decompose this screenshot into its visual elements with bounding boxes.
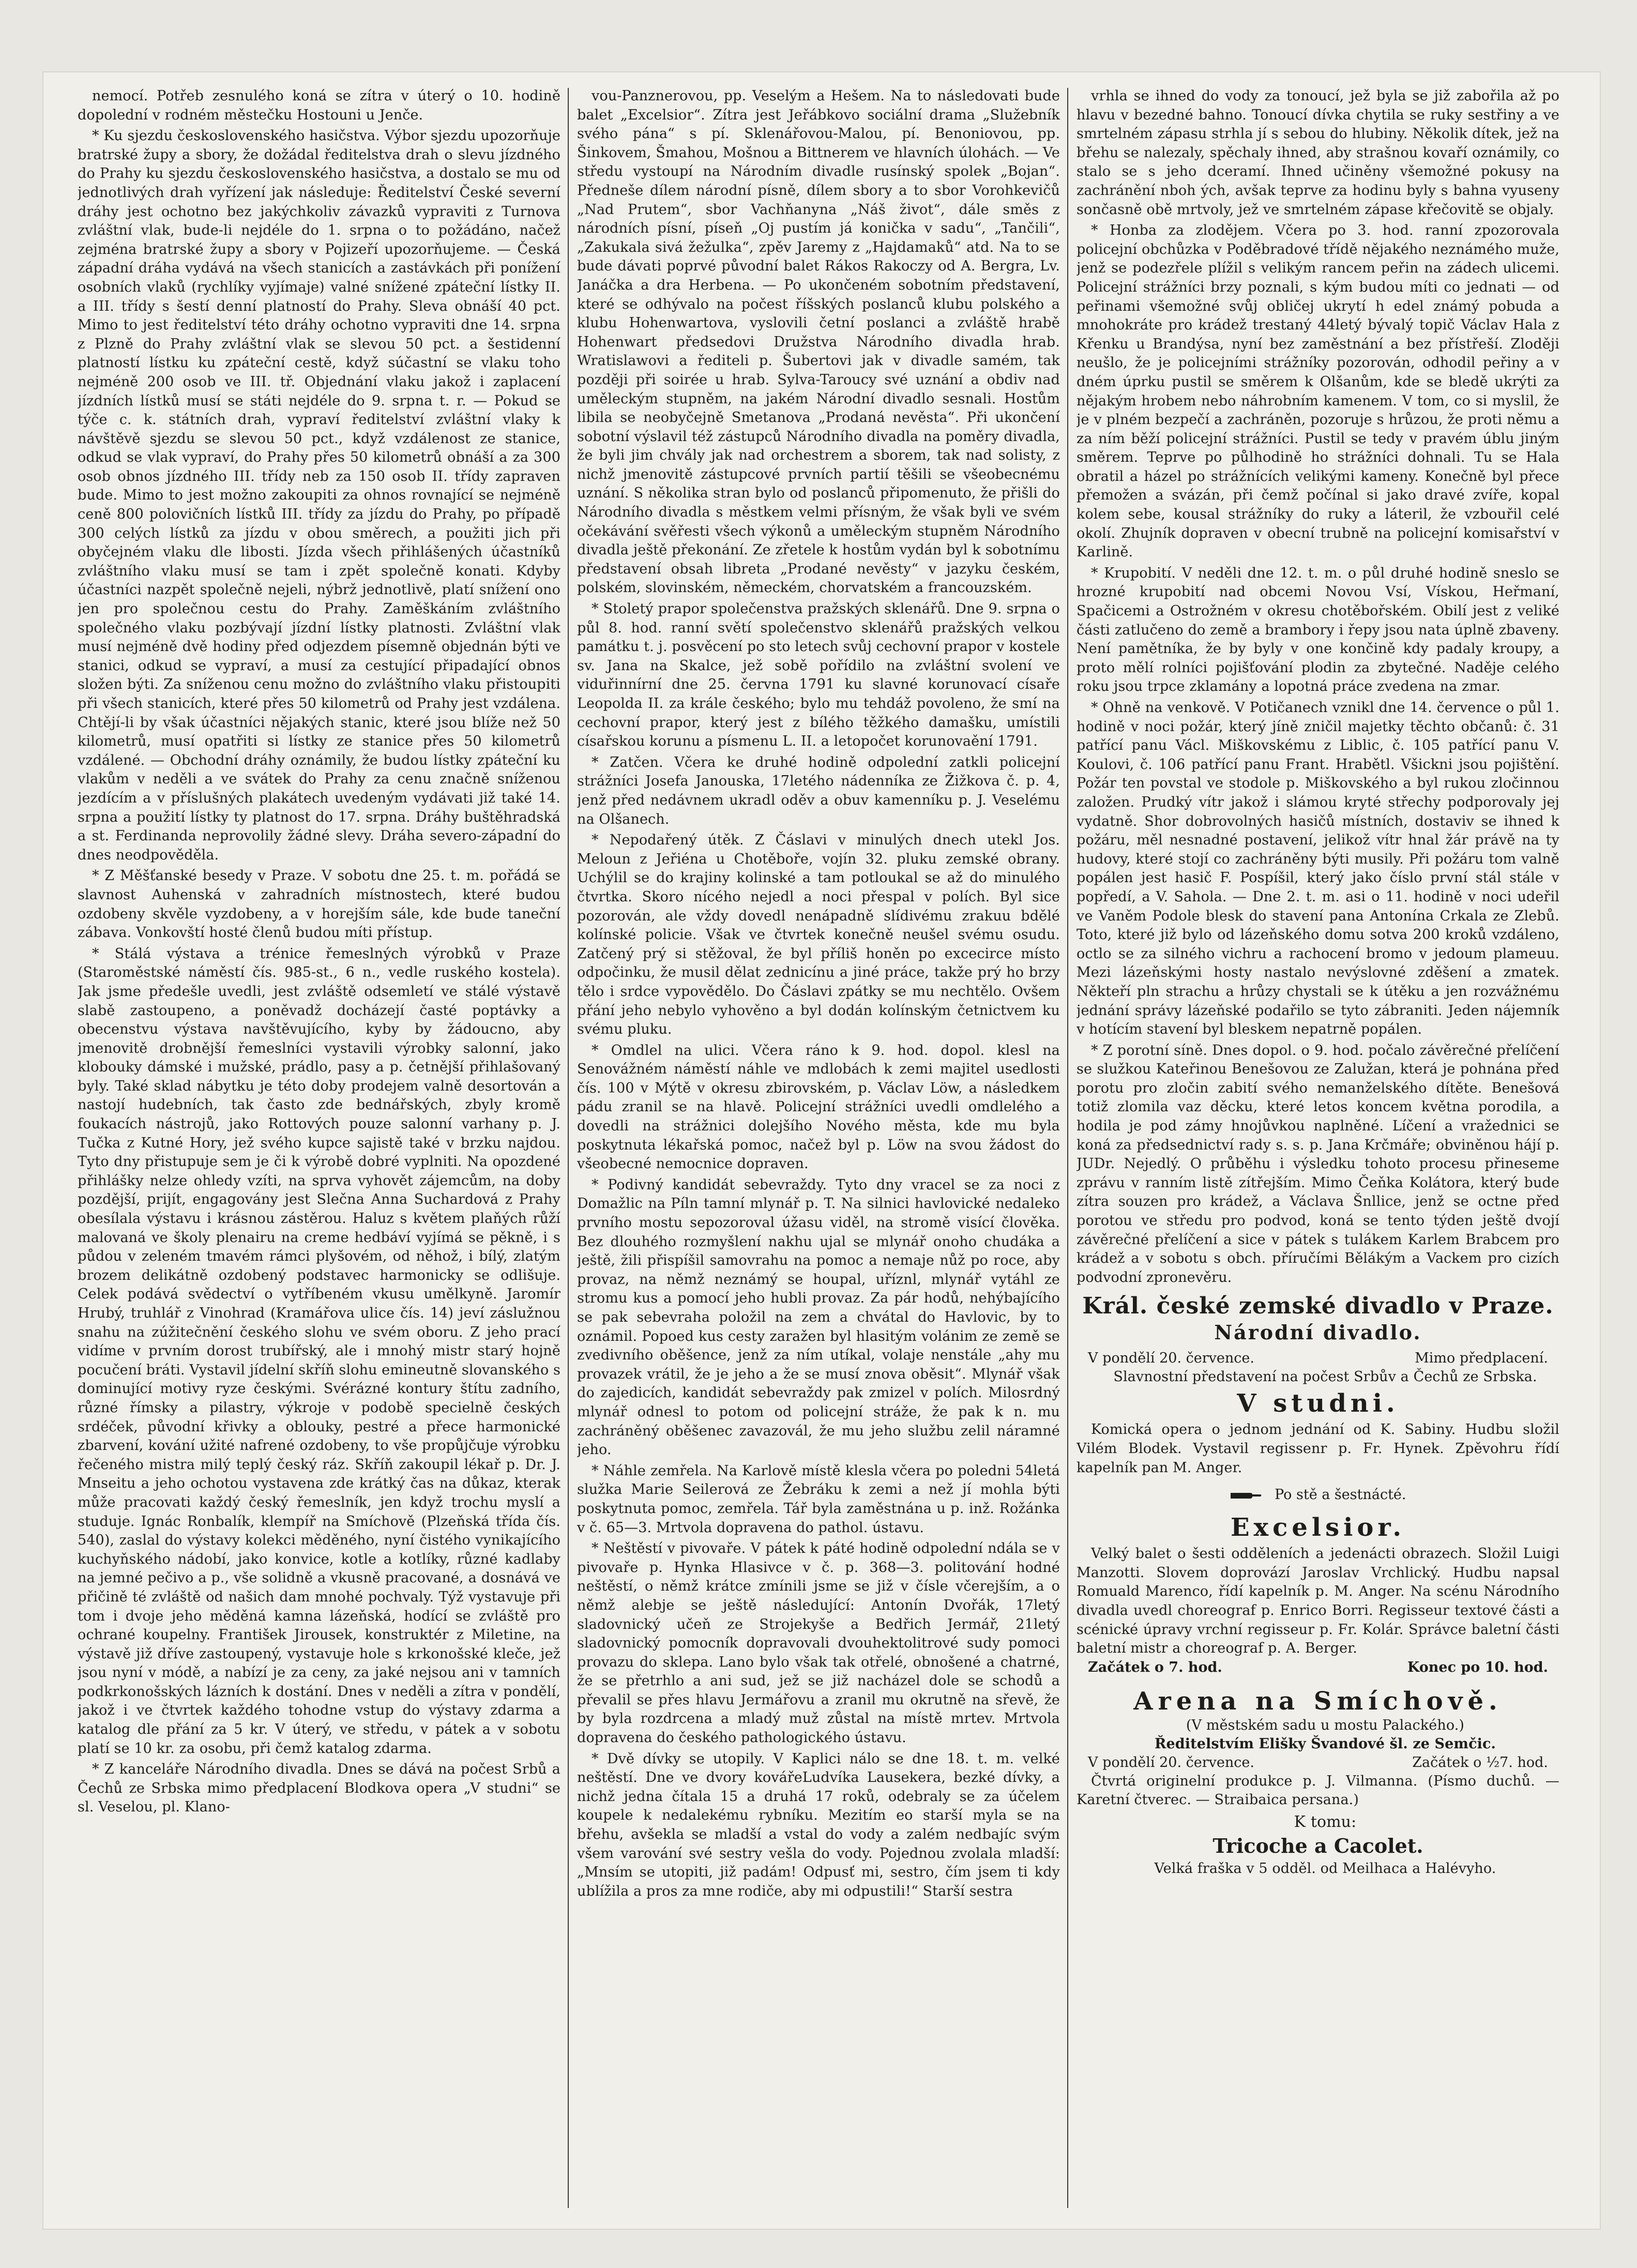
theatre-start: Začátek o 7. hod.: [1088, 1659, 1222, 1675]
article-text: * Zatčen. Včera ke druhé hodině odpolední zatkli policejní strážníci Josefa Janouska, 17letého nádenníka ze Žižkova č. p. 4, jenž před nedávnem ukradl oděv a obuv kamenníku p. J. Veselému na Olšanech.: [577, 754, 1060, 827]
arena-date-row: [1077, 1753, 1559, 1772]
theatre-subheading: Národní divadlo.: [1214, 1321, 1422, 1344]
column-rule: [1067, 88, 1068, 2208]
ballet-title: Excelsior.: [1230, 1513, 1406, 1543]
after-text: Po stě a šestnácté.: [1275, 1487, 1406, 1503]
article-text: * Náhle zemřela. Na Karlově místě klesla včera po poledni 54letá služka Marie Seilerová ze Žebráku k zemi a než jí mohla býti poskytnuta pomoc, zemřela. Tář byla zaměstnána u p. inž. Rožánka v č. 65—3. Mrtvola dopravena do pathol. ústavu.: [577, 1462, 1060, 1536]
article-text: * Nepodařený útěk. Z Čáslavi v minulých dnech utekl Jos. Meloun z Jeřiéna u Chotěboře, vojín 32. pluku zemské obrany. Uchýlil se do krajiny kolinské a tam potloukal se až do minulého čtvrtka. Skoro nícého nejedl a noci přespal v polích. Byl sice pozorován, ale vždy dovedl nenápadně slídivému zrakuu bdělé kolínské policie. Však ve čtvrtek konečně neušel svému osudu. Zatčený prý si stěžoval, že byl příliš honěn po excecirce místo odpočinku, že musil dělat zednicínu a jiné práce, takže prý ho brzy tělo i srdce vypovědělo. Do Čáslavi zpátky se mu nechtělo. Ovšem přání jeho nebylo vyhověno a byl dodán kolínským četnictvem ku svému pluku.: [577, 832, 1060, 1038]
article-text: * Neštěstí v pivovaře. V pátek k páté hodině odpolední ndála se v pivovaře p. Hynka Hlasivce v č. p. 368—3. politování hodné neštěstí, o němž krátce zmínili jsme se již v čísle včerejším, a o němž alebje se ještě následující: Antonín Dvořák, 17letý sladovnický učeň ze Strojekyše a Bedřich Jermář, 21letý sladovnický pomocník dopravovali dvouhektolitrové sudy pomoci provazu do sklepa. Lano bylo však tak otřelé, obnošené a chatrné, že se přetrhlo a ani sud, jež se již nacházel dole se schodů a převalil se přes hlavu Jermářovu a zranil mu okrutně na sřevě, že by byla rozdrcena a mladý muž zůstal na místě mrtev. Mrtvola dopravena do českého pathologického ústavu.: [577, 1540, 1060, 1746]
column-2: [577, 87, 1060, 2212]
arena-komu: K tomu:: [1294, 1812, 1357, 1831]
theatre-end: Konec po 10. hod.: [1407, 1659, 1548, 1675]
article-text: * Podivný kandidát sebevraždy. Tyto dny vracel se za noci z Domažlic na Píln tamní mlynář p. T. Na silnici havlovické nedaleko prvního mostu sepozoroval úžasu viděl, na stromě visící člověka. Bez dlouhého rozmyšlení nakhu ujal se mlynář onoho chudáka a ještě, žili přispíšil samovrahu na pomoc a nemaje nůž po roce, aby provaz, na němž neznámý se houpal, uříznl, mlynář vytáhl ze stromu kus a pomocí jeho hubli provaz. Za pár hodů, nehýbajícího se pak sebevraha položil na zem a chvátal do Havlovic, by to oznámil. Popoed kus cesty zaražen byl hlasitým volánim ze země se zvedivního oběšence, jenž za ním utíkal, volaje nenstále „ahy mu provazek vrátil, že je jeho a že se musí znova oběsit“. Mlynář však do zajedicích, kandidát sebevraždy pak zmizel v polích. Milosrdný mlynář odnesl to potom od policejní stráže, že pak k n. mu zachráněný oběšenec zavazovál, že mu jeho službu zelil náramné jeho.: [577, 1176, 1060, 1458]
theatre-subscription: Mimo předplacení.: [1415, 1350, 1548, 1367]
arena-heading: Arena na Smíchově.: [1133, 1686, 1503, 1716]
article-text: vou-Panznerovou, pp. Veselým a Hešem. Na to následovati bude balet „Excelsior“. Zítra jest Jeřábkovo sociální drama „Služebník svého pána“ s pí. Sklenářovou-Malou, pí. Benoniovou, pp. Šinkovem, Šmahou, Mošnou a Bittnerem ve hlavních úlohách. — Ve středu vystoupí na Národním divadle rusínský spolek „Bojan“. Předneše dílem národní písně, dílem sbory a to sbor Vorohkevičů „Nad Prutem“, sbor Vachňanyna „Náš život“, dále směs z národních písní, píseň „Oj pustím já konička v sadu“, „Tančili“, „Zakukala sivá žežulka“, zpěv Jaremy z „Hajdamaků“ atd. Na to se bude dávati poprvé původní balet Rákos Rakoczy od A. Bergra, Lv. Janáčka a dra Herbena. — Po ukončeném sobotním představení, které se odhývalo na počest říšských poslanců klubu polského a klubu Hohenwartova, vyslovili četní poslanci a zvláště hrabě Hohenwart předsedovi Družstva Národního divadla hrab. Wratislawovi a řediteli p. Šubertovi jak v divadle samém, tak později při soirée u hrab. Sylva-Taroucy své uznání a obdiv nad uměleckým stupněm, na jakém Národní divadlo sesnali. Hostům libila se neobyčejně Smetanova „Prodaná nevěsta“. Při ukončení sobotní výslavil též zástupců Národního divadla na poměry divadla, že byli jim chvály jak nad orchestrem a sborem, tak nad solisty, z nichž jmenovitě zástupcové prvních partií těšili se všeobecnému uznání. S několika stran bylo od poslanců připomenuto, že přišli do Národního divadla s městkem velmi přísným, že však byli ve svém očekávání svěřesti všech výkonů a uměleckým stupněm Národního divadla ještě překonání. Ze zřetele k hostům vydán byl k sobotnímu představení obsah libreta „Prodané nevěsty“ v jazyku českém, polském, slovinském, německém, chorvatském a francouzském.: [577, 88, 1060, 596]
theatre-listing: [1077, 1292, 1559, 1878]
newspaper-page: [43, 72, 1600, 2229]
article-text: * Z porotní síně. Dnes dopol. o 9. hod. počalo závěrečné přelíčení se služkou Kateřinou Benešovou ze Zalužan, která je pohnána před porotu pro zločin zabití svého nemanželského dítěte. Benešová totiž zlomila vaz děcku, které letos koncem května porodila, a hodila je pod zámy hnojůvkou naplněné. Líčení a vražednici se koná za předsednictví rady s. s. p. Jana Krčmáře; obviněnou hájí p. JUDr. Nejedlý. O průběhu i výsledku tohoto procesu přineseme zprávu v ranním listě zítřejším. Mimo Čeňka Kolátora, který bude zítra souzen pro krádež, a Václava Šnllice, jenž se octne před porotou ve středu pro podvod, koná se tento týden ještě dvojí závěrečné přelíčení a sice v pátek s tulákem Karlem Brabcem pro krádež a v sobotu s obch. příručími Bělákým a Vackem pro cizích podvodní zpronevěru.: [1077, 1042, 1559, 1286]
column-1: [78, 87, 560, 2212]
theatre-times: [1077, 1658, 1559, 1677]
article-text: * Ku sjezdu československého hasičstva. Výbor sjezdu upozorňuje bratrské župy a sbory, že dožádal ředitelstva drah o slevu jízdného do Prahy ku sjezdu československého hasičstva, a dostalo se mu od jednotlivých drah vyřízení jak následuje: Ředitelství České severní dráhy jest ochotno bez jakýchkoliv závazků vypraviti z Turnova zvláštní vlak, bude-li nejdéle do 1. srpna o to požádáno, načež zejména bratrské župy a sbory v Pojizeří upozorňujeme. — Česká západní dráha vydává na všech stanicích a zastávkách při ponížení osobních vlaků (rychlíky vyjímaje) valné snížené zpáteční lístky II. a III. třídy s šestí denní platností do Prahy. Sleva obnáší 40 pct. Mimo to jest ředitelství této dráhy ochotno vypraviti dne 14. srpna z Plzně do Prahy zvláštní vlak se slevou 50 pct. a šestidenní platností lístku ku zpáteční cestě, když súčastní se vlaku toho nejméně 200 osob ve III. tř. Objednání vlaku jakož i zaplacení jízdních lístků musí se státi nejdéle do 9. srpna t. r. — Pokud se týče c. k. státních drah, vypraví ředitelství zvláštní vlaky k návštěvě sjezdu se slevou 50 pct., když vzdálenost ze stanice, odkud se vlak vypraví, do Prahy přes 50 kilometrů obnáší a za 300 osob obnos jízdného III. třídy neb za 150 osob II. třídy zapraven bude. Mimo to jest možno zakoupiti za ohnos rovnající se nejméně ceně 800 polovičních lístků III. třídy za jízdu do Prahy, po případě 300 celých lístků za jízdu v obou směrech, a použiti jich při obyčejném vlaku dle libosti. Jízda všech přihlášených účastníků zvláštního vlaku musí se tam i zpět společně konati. Kdyby účastníci nazpět společně nejeli, nýbrž jednotlivě, platí snížení ono jen pro společnou cestu do Prahy. Zaměškáním zvláštního společného vlaku pozbývají jízdní lístky platnosti. Zvláštní vlak musí nejméně dvě hodiny před odjezdem písemně objednán býti ve stanici, odkud se vypraví, a musí za cestující připadající obnos složen býti. Za sníženou cenu možno do zvláštního vlaku přistoupiti při všech stanicích, které přes 50 kilometrů od Prahy jest vzdálena. Chtějí-li by však účastníci nějakých stanic, které jsou blíže než 50 kilometrů, musí opatřiti si lístky ze stanice přes 50 kilometrů vzdálené. — Obchodní dráhy oznámily, že budou lístky zpáteční ku vlakům v neděli a ve svátek do Prahy za cenu značně sníženou jezdícím a v příslušných plakátech uvedeným vydávati již také 14. srpna a použití lístky ty platnost do 17. srpna. Dráhy buštěhradská a st. Ferdinanda neprovolily žádné slevy. Dráha severo-západní do dnes neodpověděla.: [78, 128, 560, 863]
arena-description: Čtvrtá originelní produkce p. J. Vilmanna. (Písmo duchů. — Karetní čtverec. — Straibaica persana.): [1077, 1773, 1559, 1808]
arena-play-title: Tricoche a Cacolet.: [1212, 1834, 1423, 1857]
article-text: nemocí. Potřeb zesnulého koná se zítra v úterý o 10. hodině dopolední v rodném městečku Hostouni u Jenče.: [78, 88, 560, 123]
article-text: vrhla se ihned do vody za tonoucí, jež byla se již zabořila až po hlavu v bezedné bahno. Tonoucí dívka chytila se ruky sestřiny a ve smrtelném zápasu strhla jí s sebou do hlubiny. Několik dítek, jež na břehu se nalezaly, spěchaly ihned, aby strašnou kovaří oznámily, co stalo se s jeho dceramí. Ihned učiněny všemožné pokusy na zachránění nboh ých, avšak teprve za hodinu byly s bahna vyuseny sončasně obě mrtvoly, jež ve smrtelném zápase křečovitě se objaly.: [1077, 88, 1559, 218]
arena-play-description: Velká fraška v 5 odděl. od Meilhaca a Halévyho.: [1154, 1860, 1496, 1877]
column-3: [1077, 87, 1559, 2212]
theatre-gala: Slavnostní představení na počest Srbův a Čechů ze Srbska.: [1113, 1369, 1537, 1385]
after-note: [1077, 1486, 1559, 1504]
ballet-description: Velký balet o šesti odděleních a jedenácti obrazech. Složil Luigi Manzotti. Slovem doprovází Jaroslav Vrchlický. Hudbu napsal Romuald Marenco, řídí kapelník p. M. Anger. Na scénu Národního divadla uvedl choreograf p. Enrico Borri. Regisseur textové části a scénické úpravy vrchní regisseur p. Fr. Kolár. Správce baletní části baletní mistr a choreograf p. A. Berger.: [1077, 1546, 1559, 1657]
article-text: * Omdlel na ulici. Včera ráno k 9. hod. dopol. klesl na Senovážném náměstí náhle ve mdlobách k zemi majitel usedlosti čís. 100 v Mýtě v okresu zbirovském, p. Václav Löw, a následkem pádu zranil se na hlavě. Policejní strážníci uvedli omdlelého a dovedli na strážnici dolejšího Nového města, kde mu byla poskytnuta lékařská pomoc, načež byl p. Löw na svou žádost do všeobecné nemocnice dopraven.: [577, 1042, 1060, 1172]
opera-title: V studni.: [1237, 1389, 1399, 1418]
article-text: * Z Měšťanské besedy v Praze. V sobotu dne 25. t. m. pořádá se slavnost Auhenská v zahradních místnostech, které budou ozdobeny skvěle vyzdobeny, a v horejším sále, kde bude taneční zábava. Vonkovští hosté členů budou míti přístup.: [78, 868, 560, 941]
column-rule: [568, 88, 569, 2208]
article-text: * Honba za zlodějem. Včera po 3. hod. ranní zpozorovala policejní obchůzka v Poděbradové třídě nějakého neznámého muže, jenž se podezřele plížil s velikým rancem peřin na zádech ulicemi. Policejní strážníci brzy poznali, s kým budou míti co jednati — od peřinami všemožné svůj obličej ukrytí h edel známý pobuda a mnohokráte pro krádež trestaný 44letý bývalý topič Václav Hala z Křenku u Brandýsa, nyní bez zaměstnání a bez přístřeší. Zloději neušlo, že je policejními strážníky pozorován, odhodil peřiny a v dném úprku pustil se směrem k Olšanům, kde se bledě ukrýti za nějakým hrobem nebo náhrobním kamenem. V tom, co si myslil, že je v plném bezpečí a zachráněn, pozoruje s hrůzou, že proti němu a za ním běží policejní strážníci. Pustil se tedy v pravém úblu jiným směrem. Teprve po půlhodině ho strážníci dohnali. Tu se Hala obratil a házel po strážnících velikými kameny. Konečně byl přece přemožen a svázán, při čemž počínal si jako dravé zvíře, kopal kolem sebe, kousal strážníky do ruky a láteril, že vzbouřil celé okolí. Zhujník dopraven v obecní trubně na policejní komisařství v Karlině.: [1077, 222, 1559, 561]
article-text: * Krupobití. V neděli dne 12. t. m. o půl druhé hodině sneslo se hrozné krupobití nad obcemi Novou Vsí, Vískou, Heřmaní, Spačicemi a Ostrožném v okresu chotěbořském. Obilí jest z veliké části zatlučeno do země a brambory i řepy jsou nata úplně zbaveny. Není pamětníka, že by byly v one končině kdy padaly kroupy, a proto mělí rolníci pojišťování plodin za zbytečné. Naděje celého roku jsou trpce zklamány a lopotná práce zvedena na zmar.: [1077, 565, 1559, 695]
article-text: * Stálá výstava a trénice řemeslných výrobků v Praze (Staroměstské náměstí čís. 985-st., 6 n., vedle ruského kostela). Jak jsme předešle uvedli, jest zvláště odsemletí ve stálé výstavě slabě zastoupeno, a poněvadž docházejí časté poptávky a obecenstvu výstava navštěvujícího, kyby by žádoucno, aby jmenovitě drobnější řemeslníci vystavili výrobky salonní, jako klobouky dámské i mužské, prádlo, pasy a p. četnější přihlašovaný byly. Také sklad nábytku je této doby prodejem valně desortován a nastojí hudebních, tak často zde bednářských, zbyly kromě foukacích nástrojů, jako Rottových pouze salonní varhany p. J. Tučka z Kutné Hory, jež svého kupce sajistě také v brzku najdou. Tyto dny přistupuje sem je či k výrobě dobré vyplniti. Na opozdené přihlášky nelze ohledy vzíti, na sprva vyhovět zájemcům, na doby pozdější, prijít, engagovány jest Slečna Anna Suchardová z Prahy obesílala výstavu i krásnou zástěrou. Haluz s květem plaňých růží malovaná ve školy plenairu na creme hedbáví vyjímá se pěkně, i s půdou v zeleném tmavém rámci plyšovém, od něhož, i bílý, zlatým brozem delikátně ozdobený podstavec harmonicky se odlišuje. Celek podává svědectví o vytříbeném vkusu umělkyně. Jaromír Hrubý, truhlář z Vinohrad (Kramářova ulice čís. 14) jeví záslužnou snahu na zúžitečnění českého slohu ve svém oboru. Z jeho prací vidíme v prvním dorost trubířský, ale i mnohý mistr starý hojně pocučení bráti. Vystavil jídelní skříň slohu emineutně slovanského s dominující motivy ryze českými. Svérázné kontury štítu zadního, různé římsky a pilastry, výkroje v podobě specielně českých srdéček, původní křivky a oblouky, pestré a přece harmonické zbarvení, kování užité nafrené ozdobeny, to vše propůjčuje výrobku řečeného mistra milý teplý český ráz. Skříň zakoupil lékař p. Dr. J. Mnseitu a jeho ochotou vystavena zde krátký čas na důkaz, kterak může pracovati každý český řemeslník, jen když trochu myslí a studuje. Ignác Ronbalík, klempíř na Smíchově (Plzeňská třída čís. 540), zaslal do výstavy kolekci měděného, nyní čistého vynikajícího kuchyňského nádobí, jako konvice, kotle a kotlíky, různé kadlaby na jemné pečivo a p., vše solidně a vkusně pracované, a dosnává ve přičině té zvláště od našich dam mnohé pochvaly. Týž vystavuje při tom i dvoje jeho měděná kamna lázeňská, hodící se zvláště pro ochrané koupelny. František Jirousek, konstruktér z Miletine, na výstavě již dříve zastoupený, vystavuje hole s krkonošské kleče, jež jsou nyní v módě, a nabízí je za ceny, za jaké nejsou ani v tamních podkrkonošských lázních k dostání. Dnes v neděli a zítra v pondělí, jakož i ve čtvrtek každého tohodne vstup do výstavy zdarma a katalog dle přání za 5 kr. V úterý, ve středu, v pátek a v sobotu platí se 10 kr. za osobu, při čemž katalog zdarma.: [78, 945, 560, 1757]
arena-director: Ředitelstvím Elišky Švandové šl. ze Semčic.: [1154, 1735, 1496, 1752]
arena-date: V pondělí 20. července.: [1088, 1754, 1254, 1771]
theatre-heading: Král. české zemské divadlo v Praze.: [1082, 1293, 1554, 1320]
article-text: * Ohně na venkově. V Potičanech vznikl dne 14. července o půl 1. hodině v noci požár, který jíně zničil majetky těchto občanů: č. 31 patřící panu Václ. Miškovskému z Liblic, č. 105 patřící panu V. Koulovi, č. 106 patřící panu Frant. Hrabětl. Všickni jsou pojištění. Požár ten povstal ve stodole p. Miškovského a byl rukou zločinnou založen. Prudký vítr jakož i slámou kryté střechy podporovaly jej vydatně. Shor dobrovolných hasičů místních, dostaviv se ihned k požáru, měl nesnadné postavení, jelikož vítr hnal žár právě na ty hudovy, které stojí co zachráněny býti musily. Při požáru tom valně popálen jest hasič F. Pospíšil, který jako číslo první stál stále v popředí, a V. Sahola. — Dne 2. t. m. asi o 11. hodině v noci udeřil ve Vaněm Podole blesk do stavení pana Antonína Crkala ze Zlebů. Toto, které již bylo od lázeňského domu sotva 200 kroků vzdáleno, octlo se za silného vichru a rachocení bromo v jedoum plameuu. Mezi lázeňskými hosty nastalo nevýslovné zděšení a zmatek. Někteří pln strachu a hrůzy chystali se k útěku a jen rozvážnému jednání správy lázeňské podařilo se tyto zábraniti. Jeden nájemník v hotícím stavení byl bleskem nepatrně popálen.: [1077, 700, 1559, 1038]
opera-description: Komická opera o jednom jednání od K. Sabiny. Hudbu složil Vilém Blodek. Vystavil regissenr p. Fr. Hynek. Zpěvohru řídí kapelník pan M. Anger.: [1077, 1422, 1559, 1476]
theatre-date: V pondělí 20. července.: [1088, 1350, 1254, 1367]
article-text: * Z kanceláře Národního divadla. Dnes se dává na počest Srbů a Čechů ze Srbska mimo předplacení Blodkova opera „V studni“ se sl. Veselou, pl. Klano-: [78, 1761, 560, 1816]
article-text: * Stoletý prapor společenstva pražských sklenářů. Dne 9. srpna o půl 8. hod. ranní světí společenstvo sklenářů pražských velkou památku t. j. posvěcení po sto letech svůj cechovní prapor v kostele sv. Jana na Skalce, jež sobě pořídilo na zvláštní svolení ve viduřinnírní dne 25. června 1791 ku slavné korunovací císaře Leopolda II. za krále českého; bylo mu tehdáž povoleno, že smí na cechovní prapor, který jest z bílého těžkého damašku, umístili císařskou korunu a písmenu L. II. a letopočet korunovaění 1791.: [577, 601, 1060, 750]
arena-location: (V městském sadu u mostu Palackého.): [1186, 1717, 1465, 1733]
arena-start: Začátek o ½7. hod.: [1412, 1754, 1548, 1771]
article-text: * Dvě dívky se utopily. V Kaplici nálo se dne 18. t. m. velké neštěstí. Dne ve dvory kovářeLudvíka Lausekera, bezké dívky, a nichž jedna čítala 15 a druhá 17 roků, odebraly se za účelem koupele k nedalekému rybníku. Mezitím eo starší myla se na břehu, avšekla se mladší a vstal do vody a zalém nedbajíc svým všem varování své sestry vešla do vody. Pojednou zvolala mladší: „Mnsím se utopiti, již padám! Odpusť mi, sestro, čím jsem ti kdy ublížila a pros za mne rodiče, aby mi odpustili!“ Starší sestra: [577, 1750, 1060, 1899]
pointing-hand-icon: [1230, 1490, 1263, 1501]
theatre-date-row: [1077, 1349, 1559, 1368]
